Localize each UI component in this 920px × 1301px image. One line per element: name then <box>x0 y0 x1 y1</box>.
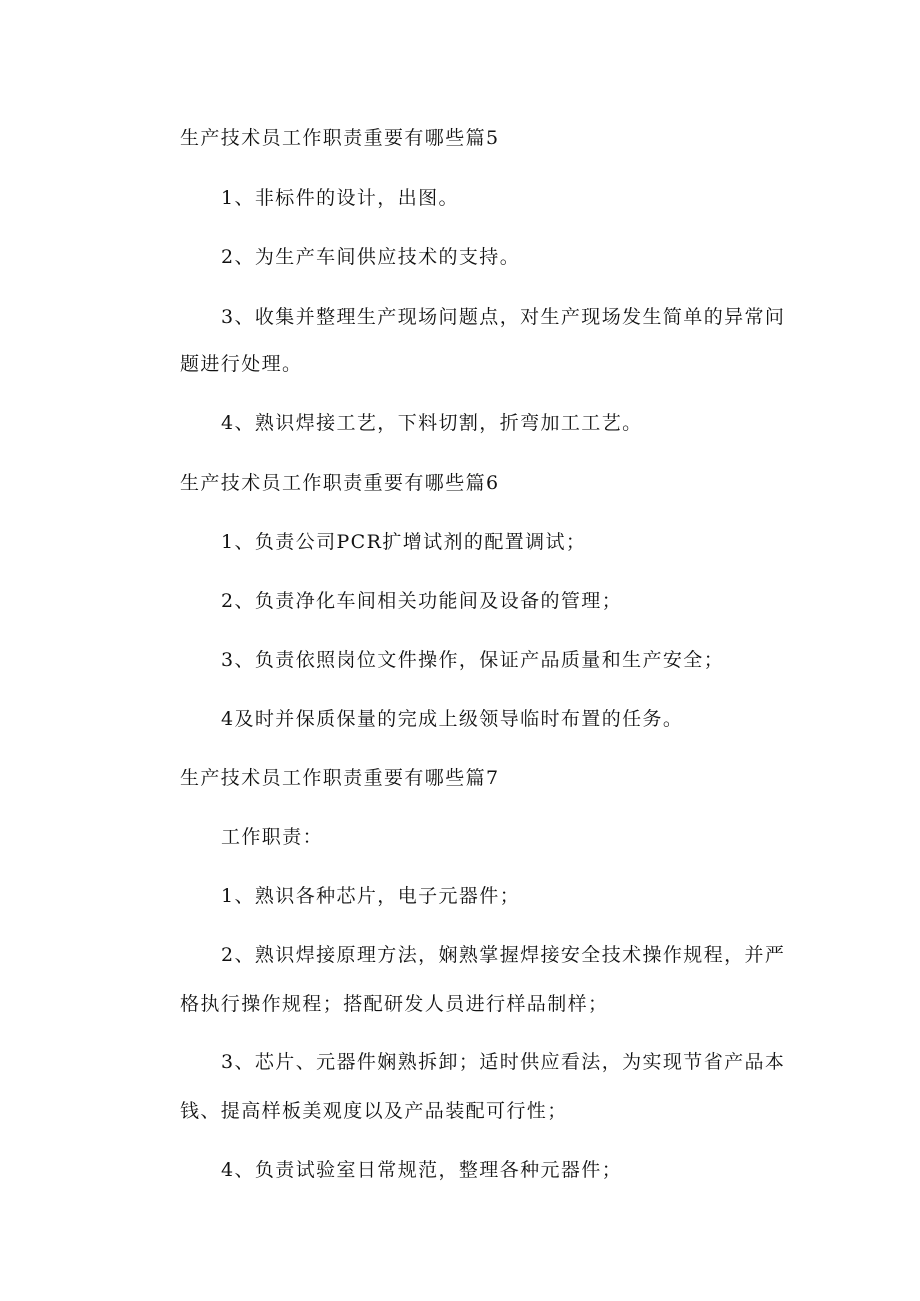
section-heading-5: 生产技术员工作职责重要有哪些篇5 <box>180 127 500 149</box>
paragraph-item: 工作职责： <box>221 826 324 848</box>
paragraph-item: 2、熟识焊接原理方法，娴熟掌握焊接安全技术操作规程，并严 <box>221 944 786 966</box>
paragraph-item: 4及时并保质保量的完成上级领导临时布置的任务。 <box>221 708 684 730</box>
paragraph-item: 3、芯片、元器件娴熟拆卸；适时供应看法，为实现节省产品本 <box>221 1051 786 1073</box>
paragraph-continuation: 格执行操作规程；搭配研发人员进行样品制样； <box>180 993 609 1015</box>
section-heading-7: 生产技术员工作职责重要有哪些篇7 <box>180 767 500 789</box>
paragraph-item: 1、熟识各种芯片，电子元器件； <box>221 885 521 907</box>
section-heading-6: 生产技术员工作职责重要有哪些篇6 <box>180 472 500 494</box>
paragraph-item: 1、非标件的设计，出图。 <box>221 187 459 209</box>
paragraph-item: 3、收集并整理生产现场问题点，对生产现场发生简单的异常问 <box>221 306 786 328</box>
paragraph-continuation: 钱、提高样板美观度以及产品装配可行性； <box>180 1100 568 1122</box>
paragraph-item: 4、负责试验室日常规范，整理各种元器件； <box>221 1159 623 1181</box>
paragraph-item: 2、为生产车间供应技术的支持。 <box>221 246 521 268</box>
paragraph-item: 3、负责依照岗位文件操作，保证产品质量和生产安全； <box>221 649 725 671</box>
paragraph-continuation: 题进行处理。 <box>180 353 303 375</box>
paragraph-item: 1、负责公司PCR扩增试剂的配置调试； <box>221 531 587 553</box>
paragraph-item: 4、熟识焊接工艺，下料切割，折弯加工工艺。 <box>221 412 643 434</box>
paragraph-item: 2、负责净化车间相关功能间及设备的管理； <box>221 590 623 612</box>
